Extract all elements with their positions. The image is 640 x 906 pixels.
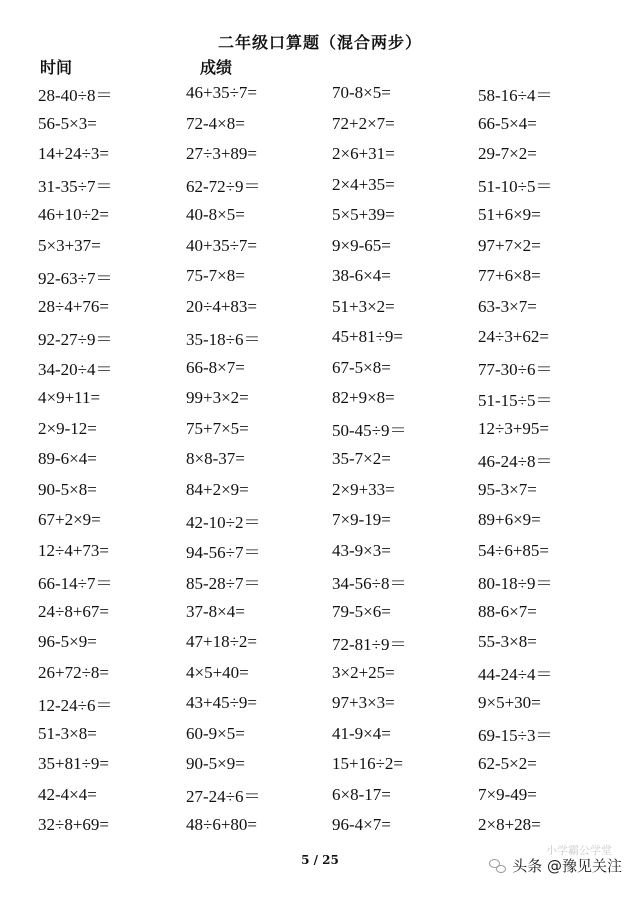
arithmetic-problem: 4×9+11= <box>38 388 101 408</box>
arithmetic-problem: 90-5×8= <box>38 479 97 499</box>
arithmetic-problem: 72-81÷9＝ <box>332 634 407 654</box>
arithmetic-problem: 94-56÷7＝ <box>186 543 261 563</box>
arithmetic-problem: 2×6+31= <box>332 144 395 164</box>
arithmetic-problem: 82+9×8= <box>332 388 395 408</box>
arithmetic-problem: 96-5×9= <box>38 632 97 652</box>
arithmetic-problem: 37-8×4= <box>186 601 245 621</box>
arithmetic-problem: 95-3×7= <box>478 479 537 499</box>
arithmetic-problem: 26+72÷8= <box>38 662 110 682</box>
arithmetic-problem: 5×3+37= <box>38 235 101 255</box>
arithmetic-problem: 80-18÷9＝ <box>478 573 553 593</box>
arithmetic-problem: 34-56÷8＝ <box>332 573 407 593</box>
arithmetic-problem: 72+2×7= <box>332 113 395 133</box>
arithmetic-problem: 35-18÷6＝ <box>186 329 261 349</box>
arithmetic-problem: 46-24÷8＝ <box>478 451 553 471</box>
arithmetic-problem: 9×5+30= <box>478 693 541 713</box>
arithmetic-problem: 2×4+35= <box>332 174 395 194</box>
problem-row <box>38 261 598 292</box>
arithmetic-problem: 40-8×5= <box>186 205 245 225</box>
arithmetic-problem: 41-9×4= <box>332 723 391 743</box>
arithmetic-problem: 28-40÷8＝ <box>38 85 113 105</box>
arithmetic-problem: 77-30÷6＝ <box>478 360 553 380</box>
arithmetic-problem: 2×9-12= <box>38 418 97 438</box>
problem-row <box>38 658 598 689</box>
arithmetic-problem: 62-5×2= <box>478 754 537 774</box>
arithmetic-problem: 66-5×4= <box>478 113 537 133</box>
arithmetic-problem: 54÷6+85= <box>478 540 550 560</box>
arithmetic-problem: 32÷8+69= <box>38 815 110 835</box>
faint-watermark: 小学霸公学堂 <box>546 844 612 857</box>
arithmetic-problem: 31-35÷7＝ <box>38 177 113 197</box>
arithmetic-problem: 12÷4+73= <box>38 540 110 560</box>
arithmetic-problem: 51-3×8= <box>38 723 97 743</box>
arithmetic-problem: 62-72÷9＝ <box>186 177 261 197</box>
arithmetic-problem: 24÷3+62= <box>478 327 550 347</box>
arithmetic-problem: 12÷3+95= <box>478 418 550 438</box>
arithmetic-problem: 92-27÷9＝ <box>38 329 113 349</box>
arithmetic-problem: 75-7×8= <box>186 266 245 286</box>
arithmetic-problem: 5×5+39= <box>332 205 395 225</box>
arithmetic-problem: 55-3×8= <box>478 632 537 652</box>
problem-row <box>38 383 598 414</box>
time-label: 时间 <box>40 58 73 77</box>
platform-watermark <box>489 855 622 876</box>
problem-row <box>38 414 598 445</box>
wechat-icon <box>489 857 506 874</box>
problem-row <box>38 200 598 231</box>
problem-row <box>38 719 598 750</box>
page-number: 5 / 25 <box>301 853 339 867</box>
arithmetic-problem: 51+6×9= <box>478 205 541 225</box>
problem-row <box>38 109 598 140</box>
watermark-text: 头条 @豫见关注 <box>512 857 622 875</box>
arithmetic-problem: 28÷4+76= <box>38 296 110 316</box>
arithmetic-problem: 85-28÷7＝ <box>186 573 261 593</box>
arithmetic-problem: 60-9×5= <box>186 723 245 743</box>
arithmetic-problem: 43+45÷9= <box>186 693 258 713</box>
problem-row <box>38 810 598 841</box>
arithmetic-problem: 12-24÷6＝ <box>38 695 113 715</box>
arithmetic-problem: 27÷3+89= <box>186 144 258 164</box>
arithmetic-problem: 97+7×2= <box>478 235 541 255</box>
arithmetic-problem: 46+10÷2= <box>38 205 110 225</box>
arithmetic-problem: 20÷4+83= <box>186 296 258 316</box>
arithmetic-problem: 88-6×7= <box>478 601 537 621</box>
arithmetic-problem: 84+2×9= <box>186 479 249 499</box>
worksheet-title: 二年级口算题（混合两步） <box>217 33 422 52</box>
problem-row <box>38 749 598 780</box>
score-label: 成绩 <box>200 58 233 77</box>
arithmetic-problem: 38-6×4= <box>332 266 391 286</box>
problem-row <box>38 475 598 506</box>
problem-row <box>38 505 598 536</box>
arithmetic-problem: 99+3×2= <box>186 388 249 408</box>
problem-row <box>38 627 598 658</box>
arithmetic-problem: 77+6×8= <box>478 266 541 286</box>
arithmetic-problem: 9×9-65= <box>332 235 391 255</box>
arithmetic-problem: 27-24÷6＝ <box>186 787 261 807</box>
arithmetic-problem: 90-5×9= <box>186 754 245 774</box>
problem-row <box>38 78 598 109</box>
arithmetic-problem: 35+81÷9= <box>38 754 110 774</box>
problem-row <box>38 444 598 475</box>
problem-row <box>38 170 598 201</box>
problem-row <box>38 566 598 597</box>
arithmetic-problem: 66-14÷7＝ <box>38 573 113 593</box>
arithmetic-problem: 67+2×9= <box>38 510 101 530</box>
arithmetic-problem: 66-8×7= <box>186 357 245 377</box>
arithmetic-problem: 43-9×3= <box>332 540 391 560</box>
problem-row <box>38 231 598 262</box>
arithmetic-problem: 42-10÷2＝ <box>186 512 261 532</box>
arithmetic-problem: 35-7×2= <box>332 449 391 469</box>
problem-row <box>38 536 598 567</box>
arithmetic-problem: 79-5×6= <box>332 601 391 621</box>
problem-row <box>38 688 598 719</box>
arithmetic-problem: 24÷8+67= <box>38 601 110 621</box>
problem-row <box>38 139 598 170</box>
problem-row <box>38 353 598 384</box>
arithmetic-problem: 69-15÷3＝ <box>478 726 553 746</box>
arithmetic-problem: 4×5+40= <box>186 662 249 682</box>
arithmetic-problem: 58-16÷4＝ <box>478 85 553 105</box>
arithmetic-problem: 89+6×9= <box>478 510 541 530</box>
arithmetic-problem: 70-8×5= <box>332 83 391 103</box>
arithmetic-problem: 7×9-19= <box>332 510 391 530</box>
arithmetic-problem: 7×9-49= <box>478 784 537 804</box>
arithmetic-problem: 51+3×2= <box>332 296 395 316</box>
arithmetic-problem: 3×2+25= <box>332 662 395 682</box>
arithmetic-problem: 6×8-17= <box>332 784 391 804</box>
arithmetic-problem: 47+18÷2= <box>186 632 258 652</box>
problem-row <box>38 780 598 811</box>
problem-row <box>38 292 598 323</box>
arithmetic-problem: 2×9+33= <box>332 479 395 499</box>
arithmetic-problem: 89-6×4= <box>38 449 97 469</box>
arithmetic-problem: 50-45÷9＝ <box>332 421 407 441</box>
arithmetic-problem: 46+35÷7= <box>186 83 258 103</box>
arithmetic-problem: 51-10÷5＝ <box>478 177 553 197</box>
arithmetic-problem: 56-5×3= <box>38 113 97 133</box>
arithmetic-problem: 15+16÷2= <box>332 754 404 774</box>
arithmetic-problem: 14+24÷3= <box>38 144 110 164</box>
arithmetic-problem: 92-63÷7＝ <box>38 268 113 288</box>
arithmetic-problem: 34-20÷4＝ <box>38 360 113 380</box>
problem-row <box>38 322 598 353</box>
arithmetic-problem: 51-15÷5＝ <box>478 390 553 410</box>
arithmetic-problem: 72-4×8= <box>186 113 245 133</box>
arithmetic-problem: 45+81÷9= <box>332 327 404 347</box>
arithmetic-problem: 97+3×3= <box>332 693 395 713</box>
problem-row <box>38 597 598 628</box>
arithmetic-problem: 44-24÷4＝ <box>478 665 553 685</box>
arithmetic-problem: 48÷6+80= <box>186 815 258 835</box>
problem-grid <box>38 78 598 841</box>
arithmetic-problem: 96-4×7= <box>332 815 391 835</box>
arithmetic-problem: 2×8+28= <box>478 815 541 835</box>
arithmetic-problem: 42-4×4= <box>38 784 97 804</box>
arithmetic-problem: 63-3×7= <box>478 296 537 316</box>
arithmetic-problem: 29-7×2= <box>478 144 537 164</box>
arithmetic-problem: 40+35÷7= <box>186 235 258 255</box>
arithmetic-problem: 8×8-37= <box>186 449 245 469</box>
arithmetic-problem: 75+7×5= <box>186 418 249 438</box>
arithmetic-problem: 67-5×8= <box>332 357 391 377</box>
